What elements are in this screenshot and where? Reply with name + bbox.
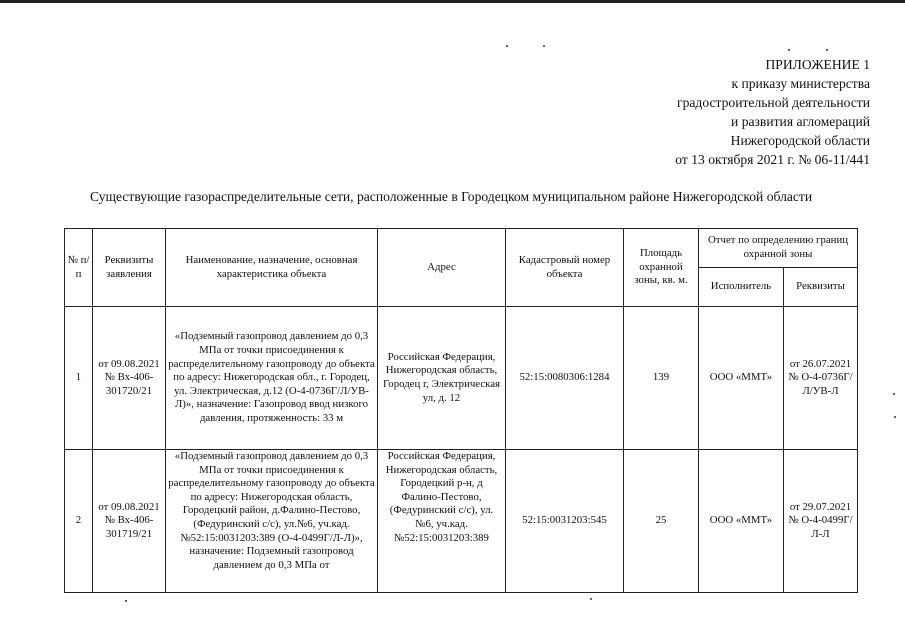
scan-top-edge [0,0,905,3]
cell-executor: ООО «ММТ» [699,307,784,450]
cell-name: «Подземный газопровод давлением до 0,3 МПа от точки присоединения к распределительному газопроводу до объекта по адресу: Нижегородская обл., г. Городец, ул. Электрическая, д.12 (О-4-0736Г/Л/УВ-Л)», назначение: Газопровод ввод низкого давления, протяженность: 33 м [166,307,378,450]
cell-num: 2 [65,450,93,593]
header-name: Наименование, назначение, основная характеристика объекта [166,229,378,307]
header-report-group: Отчет по определению границ охранной зоны [699,229,858,268]
cell-executor: ООО «ММТ» [699,450,784,593]
cell-cadastral: 52:15:0080306:1284 [506,307,624,450]
appendix-line-4: и развития агломераций [731,113,870,129]
header-num: № п/п [65,229,93,307]
appendix-line-2: к приказу министерства [731,75,870,91]
cell-address-clip [380,450,503,592]
cell-area: 139 [624,307,699,450]
cell-report-requisites: от 26.07.2021 № О-4-0736Г/Л/УВ-Л [784,307,858,450]
header-requisites: Реквизиты заявления [93,229,166,307]
header-report-requisites: Реквизиты [784,268,858,307]
header-executor: Исполнитель [699,268,784,307]
header-cadastral: Кадастровый номер объекта [506,229,624,307]
cell-num: 1 [65,307,93,450]
table-row [65,450,858,593]
cell-name-clip [168,450,375,592]
appendix-line-3: градостроительной деятельности [677,94,870,110]
header-area: Площадь охранной зоны, кв. м. [624,229,699,307]
header-row [65,229,858,268]
cell-requisites: от 09.08.2021 № Вх-406-301720/21 [93,307,166,450]
appendix-heading [510,56,870,169]
table-row [65,307,858,450]
cell-area: 25 [624,450,699,593]
gas-network-table [64,228,858,593]
appendix-line-5: Нижегородской области [730,132,870,148]
header-address: Адрес [378,229,506,307]
cell-address: Российская Федерация, Нижегородская область, Городецкий р-н, д Фалино-Пестово, (Федуринский с/с), ул. №6, уч.кад.№52:15:0031203:389 [385,450,498,544]
appendix-line-1: ПРИЛОЖЕНИЕ 1 [765,57,870,72]
appendix-line-6: от 13 октября 2021 г. № 06-11/441 [675,151,870,167]
cell-name: «Подземный газопровод давлением до 0,3 МПа от точки присоединения к распределительному газопроводу до объекта по адресу: Нижегородская область, Городецкий район, д.Фалино-Пестово, (Федуринский с/с), ул.№6, уч.кад.№52:15:0031203:389 (О-4-0499Г/Л-Л)», назначение: Подземный газопровод давлением до 0,3 МПа от [168,450,375,571]
cell-requisites: от 09.08.2021 № Вх-406-301719/21 [93,450,166,593]
cell-report-requisites: от 29.07.2021 № О-4-0499Г/Л-Л [784,450,858,593]
cell-cadastral: 52:15:0031203:545 [506,450,624,593]
document-title: Существующие газораспределительные сети, расположенные в Городецком муниципальном районе Нижегородской области [90,189,813,204]
cell-address: Российская Федерация, Нижегородская область, Городец г, Электрическая ул, д. 12 [378,307,506,450]
cell-name-wrap [166,450,378,593]
cell-address-wrap [378,450,506,593]
